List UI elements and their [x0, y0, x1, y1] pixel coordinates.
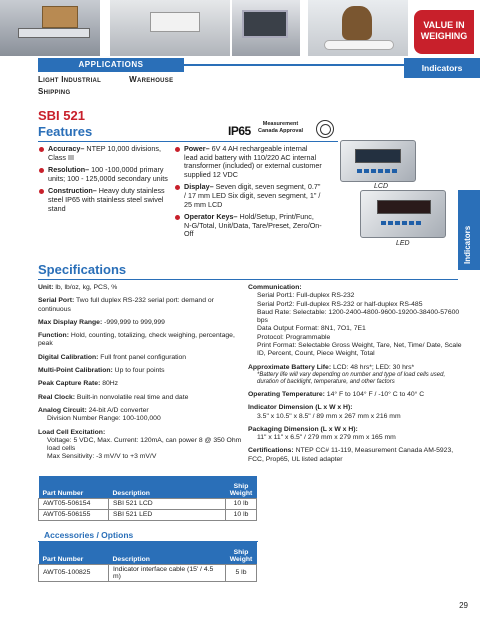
table-row: [39, 509, 257, 520]
spec-value: Voltage: 5 VDC, Max. Current: 120mA, can power 8 @ 350 Ohm load cells: [47, 436, 242, 453]
spec-value: Division Number Range: 100-100,000: [47, 415, 161, 423]
cell-part-number: AWT05-506154: [39, 498, 109, 509]
feature-item: [38, 166, 168, 183]
cell-description: SBI 521 LCD: [109, 498, 226, 509]
page-number: 29: [459, 601, 468, 610]
cell-part-number: AWT05-506155: [39, 509, 109, 520]
specs-left-column: [38, 284, 246, 467]
spec-value: Print Format: Selectable Gross Weight, Tare, Net, Time/ Date, Scale ID, Percent, Count, Piece Weight, Total: [257, 342, 462, 358]
spec-value: Serial Port2: Full-duplex RS-232 or half-duplex RS-485: [257, 300, 423, 308]
badge-line-2: WEIGHING: [420, 31, 468, 41]
spec-value: Serial Port1: Full-duplex RS-232: [257, 292, 355, 300]
pet-scale-photo: [308, 0, 408, 56]
feature-label: Operator Keys–: [184, 212, 238, 222]
banner-divider: [184, 64, 404, 66]
feature-text: 6V 4 AH rechargeable internal lead acid battery with 110/220 AC internal transformer (included) or external customer supplied 12 VDC: [184, 144, 322, 179]
spec-value: 11" x 11" x 6.5" / 279 mm x 279 mm x 165 mm: [257, 434, 396, 442]
specifications-heading: Specifications: [38, 262, 127, 277]
spec-max-display: [38, 319, 246, 327]
spec-value: Protocol: Programmable: [257, 333, 331, 341]
spec-label: Peak Capture Rate:: [38, 380, 101, 388]
header-part-number: Part Number: [39, 476, 109, 498]
features-divider: [38, 141, 338, 142]
approval-line-1: Measurement: [262, 121, 299, 127]
spec-peak-capture: [38, 380, 246, 388]
table-row: [39, 564, 257, 581]
spec-indicator-dimension: [248, 404, 462, 421]
feature-label: Display–: [184, 182, 214, 192]
cell-weight: 10 lb: [226, 509, 257, 520]
spec-packaging-dimension: [248, 426, 462, 443]
feature-text: Heavy duty stainless steel IP65 with stainless steel swivel stand: [48, 186, 165, 213]
applications-list: [38, 74, 173, 98]
spec-unit: [38, 284, 246, 292]
cell-weight: 10 lb: [226, 498, 257, 509]
badge-line-1: VALUE IN: [423, 20, 465, 30]
lcd-label: LCD: [374, 183, 389, 190]
feature-item: [38, 187, 168, 213]
features-heading: Features: [38, 124, 93, 139]
spec-label: Real Clock:: [38, 393, 76, 401]
spec-value: Built-in nonvolatile real time and date: [75, 393, 189, 401]
spec-analog: [38, 407, 246, 424]
feature-item: [38, 145, 168, 162]
header-description: Description: [109, 542, 226, 564]
spec-value: lb, lb/oz, kg, PCS, %: [53, 284, 118, 291]
spec-value: Data Output Format: 8N1, 7O1, 7E1: [257, 325, 366, 333]
ip65-logo: IP65: [228, 124, 251, 138]
spec-value: NTEP CC# 11-119, Measurement Canada AM-5923, FCC, Prop65, UL listed adapter: [248, 447, 454, 463]
application-item: Shipping: [38, 87, 71, 96]
spec-value: Two full duplex RS-232 serial port: demand or continuous: [38, 297, 214, 313]
spec-real-clock: [38, 394, 246, 402]
spec-value: Hold, counting, totalizing, check weighing, percentage, peak: [38, 332, 235, 348]
spec-value: 24-bit A/D converter: [86, 406, 149, 414]
spec-value: 3.5" x 10.5" x 8.5" / 89 mm x 267 mm x 216 mm: [257, 412, 401, 420]
header-weight: Weight: [229, 489, 253, 497]
application-item: Warehouse: [129, 75, 174, 84]
features-list-right: [174, 145, 322, 243]
cell-part-number: AWT05-100825: [39, 564, 109, 581]
spec-label: Operating Temperature:: [248, 390, 325, 398]
header-part-number: Part Number: [39, 542, 109, 564]
spec-value: LCD: 48 hrs*; LED: 30 hrs*: [331, 363, 415, 371]
spec-label: Max Display Range:: [38, 318, 103, 326]
cell-description: Indicator interface cable (15' / 4.5 m): [109, 564, 226, 581]
spec-label: Approximate Battery Life:: [248, 363, 332, 371]
header-ship: Ship: [233, 482, 249, 490]
header-ship-weight: [226, 542, 257, 564]
feature-label: Power–: [184, 144, 210, 153]
feature-text: Hold/Setup, Print/Func, N-G/Total, Unit/Data, Tare/Preset, Zero/On-Off: [184, 212, 322, 239]
application-item: Light Industrial: [38, 75, 102, 84]
bench-scale-photo: [0, 0, 100, 56]
lcd-indicator-image: [340, 140, 416, 182]
header-ship: Ship: [233, 548, 249, 556]
product-photo-strip: [0, 0, 480, 56]
spec-communication: [248, 284, 462, 359]
side-tab-indicators[interactable]: [458, 190, 480, 270]
parts-table: [38, 476, 257, 521]
spec-value: -999,999 to 999,999: [102, 318, 165, 326]
approval-line-2: Canada Approval: [258, 128, 304, 134]
header-weight: Weight: [229, 555, 253, 563]
feature-item: [174, 145, 322, 179]
spec-label: Certifications:: [248, 447, 294, 455]
feature-text: 100 -100,000d primary units; 100 - 125,000d secondary units: [48, 165, 168, 183]
spec-label: Unit:: [38, 284, 54, 291]
accessories-heading: Accessories / Options: [44, 530, 134, 540]
spec-label: Load Cell Excitation:: [38, 428, 106, 436]
value-in-weighing-badge: [414, 10, 474, 54]
spec-label: Analog Circuit:: [38, 406, 87, 414]
spec-label: Packaging Dimension (L x W x H):: [248, 425, 358, 433]
spec-multi-point: [38, 367, 246, 375]
header-ship-weight: [226, 476, 257, 498]
spec-note: *Battery life will vary depending on number and type of load cells used, duration of backlight, temperature, and other factors: [257, 371, 446, 385]
spec-label: Multi-Point Calibration:: [38, 367, 113, 375]
specifications-divider: [38, 279, 458, 280]
specs-right-column: [248, 284, 462, 469]
model-name: SBI 521: [38, 108, 85, 123]
spec-value: Up to four points: [112, 367, 165, 375]
spec-certifications: [248, 447, 462, 464]
table-header-row: [39, 542, 257, 564]
led-label: LED: [396, 240, 410, 247]
table-header-row: [39, 476, 257, 498]
applications-header: APPLICATIONS: [38, 58, 184, 72]
spec-load-cell: [38, 429, 246, 462]
spec-value: Max Sensitivity: -3 mV/V to +3 mV/V: [47, 453, 157, 461]
spec-label: Function:: [38, 332, 69, 340]
spec-value: Baud Rate: Selectable: 1200-2400-4800-9600-19200-38400-57600 bps: [257, 308, 460, 325]
led-indicator-image: [360, 190, 446, 238]
table-row: [39, 498, 257, 509]
feature-text: Seven digit, seven segment, 0.7" / 17 mm LED Six digit, seven segment, 1" / 25 mm LCD: [184, 182, 321, 209]
indicator-photo: [232, 0, 300, 56]
accessories-table: [38, 542, 257, 582]
feature-item: [174, 183, 322, 209]
spec-label: Indicator Dimension (L x W x H):: [248, 404, 353, 412]
spec-battery: [248, 364, 462, 386]
feature-item: [174, 213, 322, 239]
measurement-canada-label: [258, 121, 303, 135]
features-list-left: [38, 145, 168, 217]
feature-label: Construction–: [48, 186, 97, 196]
spec-operating-temp: [248, 391, 462, 399]
ntep-seal-icon: [316, 120, 334, 138]
side-tab-label: Indicators: [463, 225, 472, 264]
feature-label: Resolution–: [48, 165, 90, 175]
cell-description: SBI 521 LED: [109, 509, 226, 520]
spec-value: 14° F to 104° F / -10° C to 40° C: [324, 390, 425, 398]
spec-value: 80Hz: [100, 380, 119, 388]
feature-label: Accuracy–: [48, 144, 85, 153]
spec-value: Full front panel configuration: [98, 353, 187, 361]
cell-weight: 5 lb: [226, 564, 257, 581]
spec-serial-port: [38, 297, 246, 314]
spec-function: [38, 332, 246, 349]
feature-text: NTEP 10,000 divisions, Class III: [48, 144, 161, 162]
spec-label: Serial Port:: [38, 297, 75, 305]
shipping-scale-photo: [110, 0, 230, 56]
spec-digital-calibration: [38, 354, 246, 362]
spec-label: Digital Calibration:: [38, 353, 99, 361]
spec-label: Communication:: [248, 284, 302, 291]
category-tab-indicators[interactable]: Indicators: [404, 58, 480, 78]
header-description: Description: [109, 476, 226, 498]
